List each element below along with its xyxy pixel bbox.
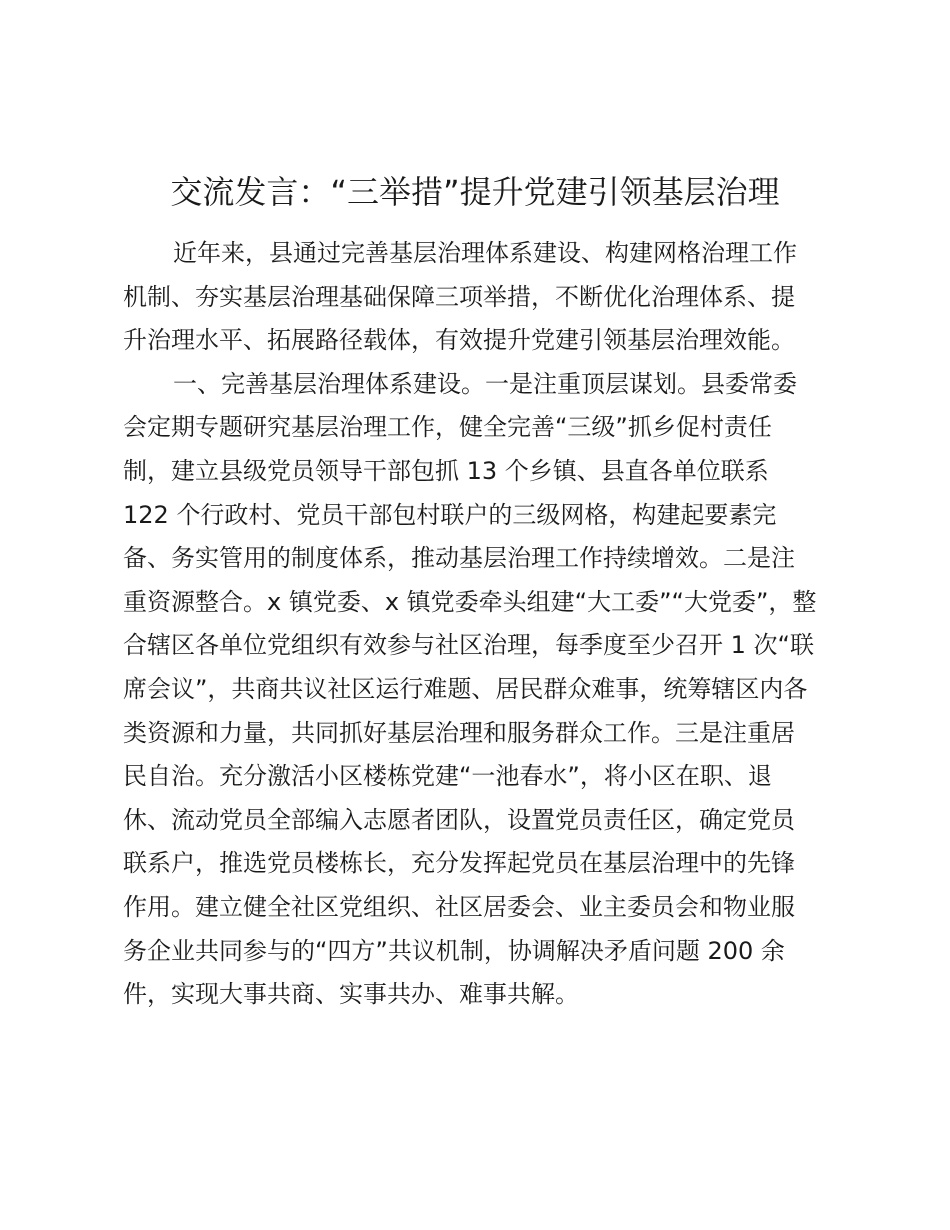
paragraph-line: 重资源整合。x 镇党委、x 镇党委牵头组建“大工委”“大党委”，整 bbox=[123, 587, 817, 616]
paragraph-line: 升治理水平、拓展路径载体，有效提升党建引领基层治理效能。 bbox=[123, 326, 795, 355]
paragraph-line: 联系户，推选党员楼栋长，充分发挥起党员在基层治理中的先锋 bbox=[123, 849, 795, 878]
paragraph-line: 件，实现大事共商、实事共办、难事共解。 bbox=[123, 980, 579, 1009]
document-title: 交流发言：“三举措”提升党建引领基层治理 bbox=[170, 173, 780, 211]
paragraph-line: 民自治。充分激活小区楼栋党建“一池春水”，将小区在职、退 bbox=[123, 762, 772, 791]
paragraph-line: 席会议”，共商共议社区运行难题、居民群众难事，统筹辖区内各 bbox=[123, 674, 808, 703]
paragraph-line: 会定期专题研究基层治理工作，健全完善“三级”抓乡促村责任 bbox=[123, 413, 772, 442]
paragraph-line: 备、务实管用的制度体系，推动基层治理工作持续增效。二是注 bbox=[123, 544, 795, 573]
paragraph-line: 务企业共同参与的“四方”共议机制，协调解决矛盾问题 200 余 bbox=[123, 936, 785, 965]
document-body bbox=[123, 232, 843, 1017]
paragraph-line: 制，建立县级党员领导干部包抓 13 个乡镇、县直各单位联系 bbox=[123, 456, 769, 485]
paragraph-line: 机制、夯实基层治理基础保障三项举措，不断优化治理体系、提 bbox=[123, 282, 795, 311]
paragraph-line: 作用。建立健全社区党组织、社区居委会、业主委员会和物业服 bbox=[123, 892, 795, 921]
paragraph-line: 合辖区各单位党组织有效参与社区治理，每季度至少召开 1 次“联 bbox=[123, 631, 814, 660]
paragraph-line: 一、完善基层治理体系建设。一是注重顶层谋划。县委常委 bbox=[173, 369, 797, 398]
paragraph-line: 类资源和力量，共同抓好基层治理和服务群众工作。三是注重居 bbox=[123, 718, 795, 747]
paragraph-line: 122 个行政村、党员干部包村联户的三级网格，构建起要素完 bbox=[123, 500, 777, 529]
paragraph-line: 近年来，县通过完善基层治理体系建设、构建网格治理工作 bbox=[173, 239, 797, 267]
paragraph-line: 休、流动党员全部编入志愿者团队，设置党员责任区，确定党员 bbox=[123, 805, 795, 834]
